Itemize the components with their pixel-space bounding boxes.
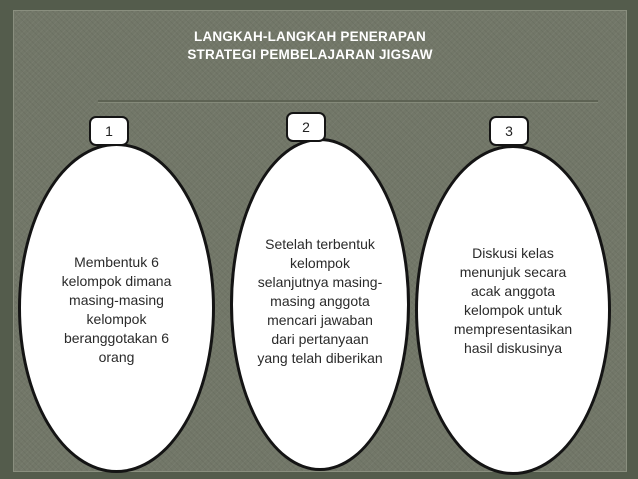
step-2-text: Setelah terbentuk kelompok selanjutnya masing-masing anggota mencari jawaban dari pertanyaan yang telah diberikan	[257, 236, 383, 366]
title-line-2: STRATEGI PEMBELAJARAN JIGSAW	[187, 47, 433, 62]
step-3-ellipse	[415, 145, 611, 475]
step-3-text: Diskusi kelas menunjuk secara acak anggota kelompok untuk mempresentasikan hasil diskusinya	[453, 245, 573, 356]
step-1-text: Membentuk 6 kelompok dimana masing-masing kelompok beranggotakan 6 orang	[61, 254, 172, 365]
step-2-number-badge: 2	[286, 112, 326, 142]
slide-title	[140, 28, 480, 64]
step-1-ellipse	[18, 143, 215, 473]
step-1-number-badge: 1	[89, 116, 129, 146]
step-2-ellipse	[230, 138, 410, 471]
title-line-1: LANGKAH-LANGKAH PENERAPAN	[194, 29, 426, 44]
title-divider	[98, 100, 598, 103]
step-3-number-badge: 3	[489, 116, 529, 146]
